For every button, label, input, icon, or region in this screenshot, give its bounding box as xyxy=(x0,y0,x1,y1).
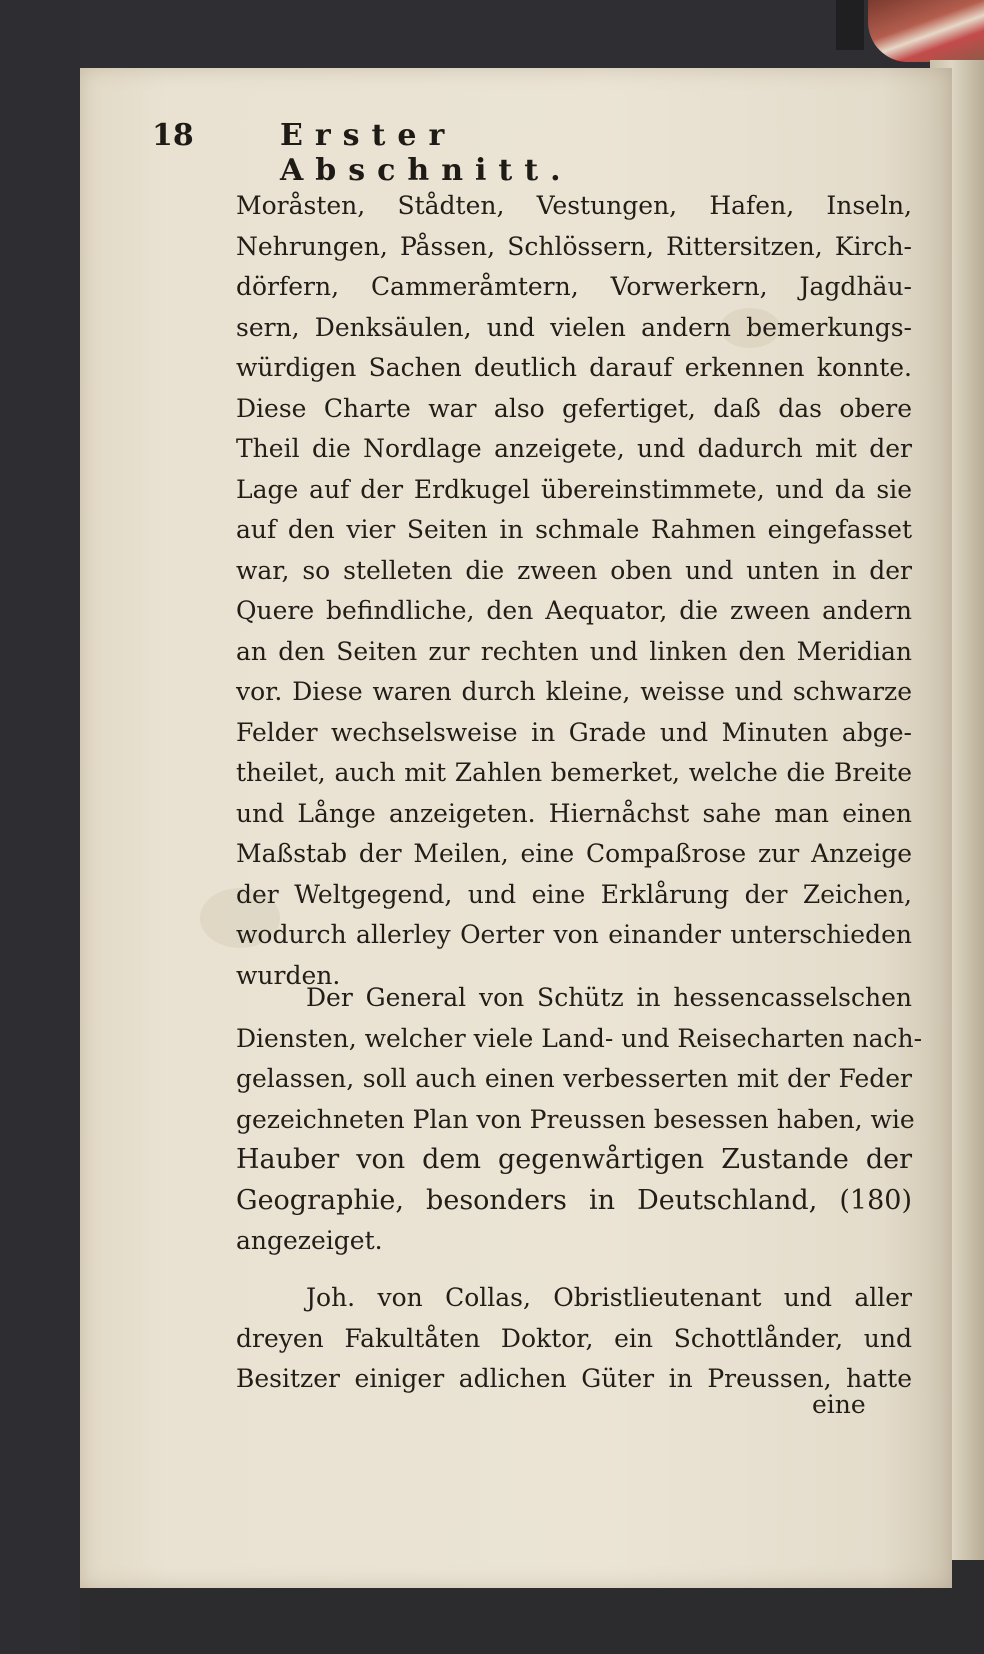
running-header xyxy=(152,118,752,188)
text-line: gelassen, soll auch einen verbesserten mit der Feder xyxy=(236,1064,912,1093)
text-line: Moråsten, Stådten, Vestungen, Hafen, Inseln, xyxy=(236,191,912,220)
text-line: Diese Charte war also gefertiget, daß das obere xyxy=(236,393,912,423)
background-left xyxy=(0,0,80,1654)
text-line: sern, Denksäulen, und vielen andern bemerkungs- xyxy=(236,312,912,342)
text-line: Felder wechselsweise in Grade und Minuten abge- xyxy=(236,717,912,747)
text-line: wurden. xyxy=(236,960,341,990)
text-line: dörfern, Cammeråmtern, Vorwerkern, Jagdhäu- xyxy=(236,272,912,301)
text-line: theilet, auch mit Zahlen bemerket, welche die Breite xyxy=(236,758,912,787)
paragraph-1 xyxy=(236,186,912,996)
text-line: Joh. von Collas, Obristlieutenant und aller xyxy=(306,1283,912,1312)
text-line: Quere befindliche, den Aequator, die zween andern xyxy=(236,596,912,625)
text-line: Besitzer einiger adlichen Güter in Preussen, hatte xyxy=(236,1364,912,1393)
paragraph-3 xyxy=(236,1278,912,1400)
text-line: und Långe anzeigeten. Hiernåchst sahe man einen xyxy=(236,798,912,828)
text-line: Hauber von dem gegenwårtigen Zustande der xyxy=(236,1144,912,1175)
text-line: angezeiget. xyxy=(236,1226,383,1255)
text-line: Geographie, besonders in Deutschland, (180) xyxy=(236,1184,912,1216)
page-number: 18 xyxy=(152,118,194,153)
text-line: auf den vier Seiten in schmale Rahmen eingefasset xyxy=(236,515,912,544)
text-line: war, so stelleten die zween oben und unten in der xyxy=(236,555,912,585)
text-line: Diensten, welcher viele Land- und Reisecharten nach- xyxy=(236,1023,923,1053)
bookmark-ribbon xyxy=(868,0,984,62)
text-line: Maßstab der Meilen, eine Compaßrose zur Anzeige xyxy=(236,839,912,868)
text-line: wodurch allerley Oerter von einander unterschieden xyxy=(236,920,912,949)
text-line: Lage auf der Erdkugel übereinstimmete, und da sie xyxy=(236,474,912,504)
text-line: Nehrungen, Påssen, Schlössern, Rittersitzen, Kirch- xyxy=(236,231,912,261)
text-line: Der General von Schütz in hessencasselschen xyxy=(306,983,912,1012)
text-line: der Weltgegend, und eine Erklårung der Zeichen, xyxy=(236,879,912,909)
text-line: dreyen Fakultåten Doktor, ein Schottlånder, und xyxy=(236,1323,912,1353)
text-line: gezeichneten Plan von Preussen besessen haben, wie xyxy=(236,1104,915,1134)
section-title: Erster Abschnitt. xyxy=(280,118,573,188)
binding-shadow xyxy=(836,0,864,50)
catchword: eine xyxy=(812,1390,866,1419)
text-line: an den Seiten zur rechten und linken den Meridian xyxy=(236,636,912,666)
text-line: Theil die Nordlage anzeigete, und dadurch mit der xyxy=(236,434,912,463)
text-line: vor. Diese waren durch kleine, weisse und schwarze xyxy=(236,677,912,706)
text-line: würdigen Sachen deutlich darauf erkennen konnte. xyxy=(236,353,912,382)
paragraph-2 xyxy=(236,978,923,1262)
